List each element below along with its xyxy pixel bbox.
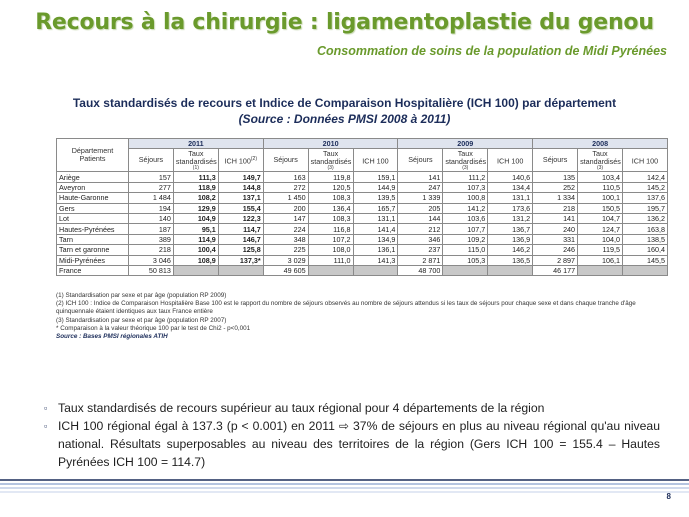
col-header-ich-label: ICH 100 <box>362 156 389 166</box>
dept-cell: Aveyron <box>57 182 129 192</box>
value-cell: 108,3 <box>308 213 353 223</box>
table-notes <box>56 292 668 341</box>
value-cell: 1 450 <box>263 193 308 203</box>
year-header: 2009 <box>398 139 533 149</box>
value-cell <box>173 265 218 275</box>
value-cell: 240 <box>533 224 578 234</box>
dept-header: Département Patients <box>57 139 129 172</box>
value-cell: 277 <box>129 182 174 192</box>
value-cell <box>443 265 488 275</box>
col-header-ich-label: ICH 100 <box>224 156 251 166</box>
value-cell: 146,2 <box>488 245 533 255</box>
slide-subtitle: Consommation de soins de la population de Midi Pyrénées <box>316 44 667 58</box>
value-cell: 134,4 <box>488 182 533 192</box>
col-header-ich <box>622 149 667 172</box>
value-cell: 1 334 <box>533 193 578 203</box>
value-cell: 48 700 <box>398 265 443 275</box>
value-cell <box>622 265 667 275</box>
value-cell: 205 <box>398 203 443 213</box>
value-cell: 163,8 <box>622 224 667 234</box>
value-cell: 136,7 <box>488 224 533 234</box>
value-cell: 114,7 <box>218 224 263 234</box>
value-cell: 106,1 <box>578 255 623 265</box>
value-cell <box>488 265 533 275</box>
table-body <box>57 172 668 276</box>
value-cell: 1 339 <box>398 193 443 203</box>
col-header-taux-label: Taux standardisés <box>175 148 217 166</box>
value-cell: 46 177 <box>533 265 578 275</box>
value-cell: 141,3 <box>353 255 398 265</box>
col-header-ich <box>218 149 263 172</box>
value-cell: 159,1 <box>353 172 398 182</box>
col-header-ich <box>488 149 533 172</box>
value-cell: 149,7 <box>218 172 263 182</box>
value-cell: 155,4 <box>218 203 263 213</box>
col-header-taux <box>308 149 353 172</box>
value-cell: 131,2 <box>488 213 533 223</box>
value-cell: 3 029 <box>263 255 308 265</box>
value-cell: 145,5 <box>622 255 667 265</box>
page-number: 8 <box>666 492 671 501</box>
value-cell: 129,9 <box>173 203 218 213</box>
value-cell: 125,8 <box>218 245 263 255</box>
col-header-taux-label: Taux standardisés <box>445 148 487 166</box>
table-row <box>57 172 668 182</box>
value-cell: 49 605 <box>263 265 308 275</box>
value-cell: 138,5 <box>622 234 667 244</box>
value-cell: 108,3 <box>308 193 353 203</box>
value-cell: 137,1 <box>218 193 263 203</box>
col-header-taux-note: (3) <box>327 164 334 171</box>
value-cell: 103,4 <box>578 172 623 182</box>
dept-cell: Lot <box>57 213 129 223</box>
value-cell: 108,0 <box>308 245 353 255</box>
value-cell: 331 <box>533 234 578 244</box>
value-cell: 237 <box>398 245 443 255</box>
value-cell: 114,9 <box>173 234 218 244</box>
bullet-text: Taux standardisés de recours supérieur au taux régional pour 4 départements de la région <box>58 401 545 415</box>
square-bullet-icon: ▫ <box>44 421 48 431</box>
value-cell: 146,7 <box>218 234 263 244</box>
value-cell: 95,1 <box>173 224 218 234</box>
value-cell: 119,5 <box>578 245 623 255</box>
dept-cell: Ariège <box>57 172 129 182</box>
value-cell: 115,0 <box>443 245 488 255</box>
col-header-sejours: Séjours <box>533 149 578 172</box>
value-cell: 111,2 <box>443 172 488 182</box>
bullet-item <box>44 399 660 417</box>
value-cell <box>308 265 353 275</box>
col-header-taux-note: (1) <box>192 164 199 171</box>
year-header: 2010 <box>263 139 398 149</box>
value-cell: 105,3 <box>443 255 488 265</box>
value-cell: 157 <box>129 172 174 182</box>
value-cell: 173,6 <box>488 203 533 213</box>
value-cell: 145,2 <box>622 182 667 192</box>
bullet-text: ICH 100 régional égal à 137.3 (p < 0.001) en 2011 ⇨ 37% de séjours en plus au niveau régional qu'au niveau national. Résultats superposables au niveau des territoires de la région (Gers ICH 100 = 155.4 – Hautes Pyrénées ICH 100 = 114.7) <box>58 419 660 469</box>
value-cell: 50 813 <box>129 265 174 275</box>
value-cell: 100,1 <box>578 193 623 203</box>
value-cell: 218 <box>129 245 174 255</box>
col-header-sejours: Séjours <box>263 149 308 172</box>
ich-table <box>56 138 668 276</box>
col-header-taux <box>578 149 623 172</box>
value-cell: 272 <box>263 182 308 192</box>
table-title-line1: Taux standardisés de recours et Indice de Comparaison Hospitalière (ICH 100) par département <box>72 96 617 110</box>
value-cell: 136,4 <box>308 203 353 213</box>
value-cell: 137,3* <box>218 255 263 265</box>
value-cell: 2 871 <box>398 255 443 265</box>
dept-cell: Tarn <box>57 234 129 244</box>
table-row <box>57 265 668 275</box>
col-header-taux-label: Taux standardisés <box>580 148 621 166</box>
value-cell: 141 <box>533 213 578 223</box>
table-year-header-row <box>57 139 668 149</box>
dept-cell: Midi-Pyrénées <box>57 255 129 265</box>
value-cell: 124,7 <box>578 224 623 234</box>
value-cell: 212 <box>398 224 443 234</box>
value-cell: 107,2 <box>308 234 353 244</box>
value-cell: 141,4 <box>353 224 398 234</box>
col-header-taux <box>173 149 218 172</box>
bullet-item <box>44 417 660 471</box>
table-row <box>57 234 668 244</box>
year-header: 2011 <box>129 139 264 149</box>
value-cell: 225 <box>263 245 308 255</box>
value-cell: 1 484 <box>129 193 174 203</box>
footer-lines <box>0 478 689 498</box>
value-cell: 111,3 <box>173 172 218 182</box>
value-cell: 346 <box>398 234 443 244</box>
note-4: * Comparaison à la valeur théorique 100 par le test de Chi2 - p<0,001 <box>56 324 251 332</box>
value-cell: 109,2 <box>443 234 488 244</box>
table-row <box>57 224 668 234</box>
value-cell: 136,5 <box>488 255 533 265</box>
col-header-ich-note: (2) <box>250 156 258 163</box>
value-cell: 116,8 <box>308 224 353 234</box>
dept-cell: Hautes-Pyrénées <box>57 224 129 234</box>
value-cell: 224 <box>263 224 308 234</box>
col-header-taux-note: (3) <box>596 164 604 171</box>
value-cell: 160,4 <box>622 245 667 255</box>
note-source: Source : Bases PMSI régionales ATIH <box>56 333 168 341</box>
value-cell: 136,1 <box>353 245 398 255</box>
value-cell: 107,3 <box>443 182 488 192</box>
value-cell: 111,0 <box>308 255 353 265</box>
value-cell <box>218 265 263 275</box>
col-header-taux <box>443 149 488 172</box>
value-cell: 389 <box>129 234 174 244</box>
note-3: (3) Standardisation par sexe et par âge (population RP 2007) <box>56 316 227 324</box>
value-cell: 144,8 <box>218 182 263 192</box>
value-cell: 3 046 <box>129 255 174 265</box>
note-2: (2) ICH 100 : Indice de Comparaison Hospitalière Base 100 est le rapport du nombre de séjours observés au nombre de séjours attendus si les taux de séjours pour chaque sexe et dans chaque tranche d'âge quinquennale étaient identiques aux taux France entière <box>56 300 636 316</box>
value-cell: 218 <box>533 203 578 213</box>
value-cell: 104,0 <box>578 234 623 244</box>
col-header-ich-label: ICH 100 <box>497 156 524 166</box>
value-cell: 139,5 <box>353 193 398 203</box>
table-subheader-row <box>57 149 668 172</box>
value-cell: 142,4 <box>622 172 667 182</box>
table-title-source: (Source : Données PMSI 2008 à 2011) <box>238 112 451 126</box>
value-cell: 165,7 <box>353 203 398 213</box>
table-row <box>57 193 668 203</box>
col-header-taux-note: (3) <box>462 164 469 171</box>
value-cell: 136,2 <box>622 213 667 223</box>
value-cell: 107,7 <box>443 224 488 234</box>
value-cell: 2 897 <box>533 255 578 265</box>
value-cell: 150,5 <box>578 203 623 213</box>
value-cell: 147 <box>263 213 308 223</box>
value-cell: 108,9 <box>173 255 218 265</box>
col-header-ich <box>353 149 398 172</box>
value-cell: 100,4 <box>173 245 218 255</box>
value-cell: 119,8 <box>308 172 353 182</box>
bullet-list <box>44 399 660 471</box>
value-cell: 131,1 <box>353 213 398 223</box>
value-cell: 108,2 <box>173 193 218 203</box>
value-cell: 122,3 <box>218 213 263 223</box>
value-cell: 247 <box>398 182 443 192</box>
table-row <box>57 213 668 223</box>
value-cell: 141,2 <box>443 203 488 213</box>
value-cell: 252 <box>533 182 578 192</box>
col-header-sejours: Séjours <box>398 149 443 172</box>
value-cell: 110,5 <box>578 182 623 192</box>
value-cell: 103,6 <box>443 213 488 223</box>
col-header-ich-label: ICH 100 <box>631 156 659 166</box>
square-bullet-icon: ▫ <box>44 403 48 413</box>
value-cell: 144,9 <box>353 182 398 192</box>
value-cell: 104,9 <box>173 213 218 223</box>
dept-cell: France <box>57 265 129 275</box>
value-cell <box>353 265 398 275</box>
value-cell: 137,6 <box>622 193 667 203</box>
dept-cell: Gers <box>57 203 129 213</box>
note-1: (1) Standardisation par sexe et par âge (population RP 2009) <box>56 292 227 299</box>
value-cell: 140,6 <box>488 172 533 182</box>
dept-cell: Haute-Garonne <box>57 193 129 203</box>
value-cell: 144 <box>398 213 443 223</box>
table-row <box>57 255 668 265</box>
value-cell: 104,7 <box>578 213 623 223</box>
value-cell: 194 <box>129 203 174 213</box>
value-cell: 136,9 <box>488 234 533 244</box>
value-cell: 131,1 <box>488 193 533 203</box>
table-row <box>57 245 668 255</box>
table-row <box>57 182 668 192</box>
value-cell: 195,7 <box>622 203 667 213</box>
value-cell: 141 <box>398 172 443 182</box>
table-row <box>57 203 668 213</box>
table-title <box>0 95 689 127</box>
value-cell: 100,8 <box>443 193 488 203</box>
value-cell: 187 <box>129 224 174 234</box>
value-cell: 135 <box>533 172 578 182</box>
year-header: 2008 <box>533 139 668 149</box>
value-cell: 163 <box>263 172 308 182</box>
value-cell <box>578 265 623 275</box>
value-cell: 200 <box>263 203 308 213</box>
value-cell: 140 <box>129 213 174 223</box>
col-header-taux-label: Taux standardisés <box>310 148 352 166</box>
value-cell: 118,9 <box>173 182 218 192</box>
dept-cell: Tarn et garonne <box>57 245 129 255</box>
value-cell: 120,5 <box>308 182 353 192</box>
value-cell: 348 <box>263 234 308 244</box>
col-header-sejours: Séjours <box>129 149 174 172</box>
value-cell: 246 <box>533 245 578 255</box>
value-cell: 134,9 <box>353 234 398 244</box>
slide-title: Recours à la chirurgie : ligamentoplastie du genou <box>35 10 654 35</box>
